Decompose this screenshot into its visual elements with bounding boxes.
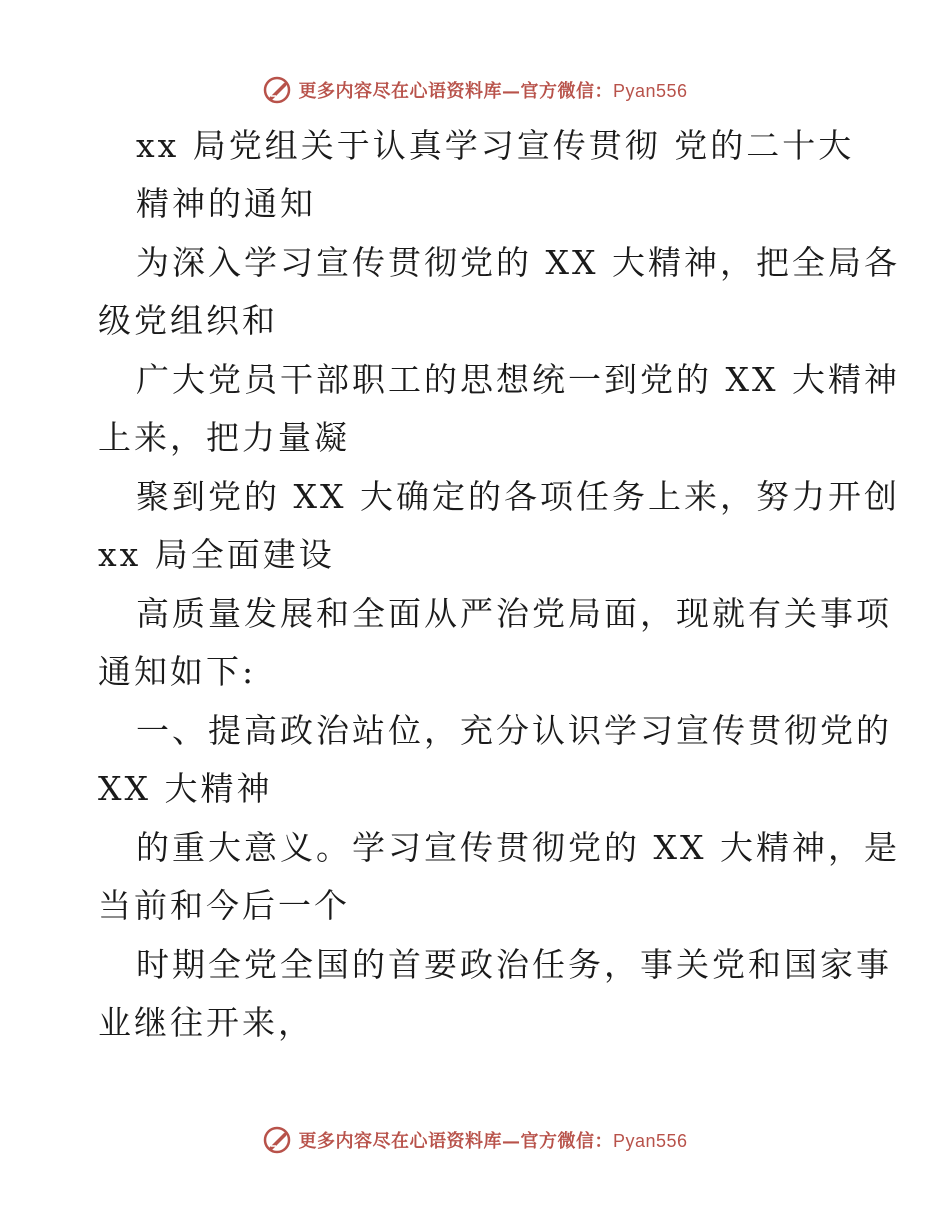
quill-logo-icon xyxy=(262,1125,292,1155)
title-line-2: 精神的通知 xyxy=(136,184,316,223)
paragraph-line: 上来，把力量凝 xyxy=(98,418,350,457)
section-heading-line: 一、提高政治站位，充分认识学习宣传贯彻党的 xyxy=(136,711,892,750)
watermark-text xyxy=(298,1127,687,1153)
paragraph-line: 为深入学习宣传贯彻党的 XX 大精神，把全局各 xyxy=(136,243,900,282)
paragraph-line: xx 局全面建设 xyxy=(98,535,335,574)
watermark-account: Pyan556 xyxy=(612,1131,688,1151)
paragraph-line: 级党组织和 xyxy=(98,301,278,340)
watermark-label: 更多内容尽在心语资料库—官方微信： xyxy=(298,81,613,102)
watermark-label: 更多内容尽在心语资料库—官方微信： xyxy=(298,1131,613,1152)
paragraph-line: 的重大意义。学习宣传贯彻党的 XX 大精神，是 xyxy=(136,828,900,867)
paragraph-line: 聚到党的 XX 大确定的各项任务上来，努力开创 xyxy=(136,477,900,516)
section-heading-line: XX 大精神 xyxy=(98,769,273,808)
title-line-1: xx 局党组关于认真学习宣传贯彻 党的二十大 xyxy=(136,126,855,165)
paragraph-line: 广大党员干部职工的思想统一到党的 XX 大精神 xyxy=(136,360,900,399)
paragraph-line: 当前和今后一个 xyxy=(98,886,350,925)
watermark-account: Pyan556 xyxy=(612,81,688,101)
paragraph-line: 业继往开来， xyxy=(98,1003,314,1042)
footer-watermark xyxy=(0,1120,950,1160)
paragraph-line: 高质量发展和全面从严治党局面，现就有关事项 xyxy=(136,594,892,633)
paragraph-line: 时期全党全国的首要政治任务，事关党和国家事 xyxy=(136,945,892,984)
paragraph-line: 通知如下: xyxy=(98,652,257,691)
